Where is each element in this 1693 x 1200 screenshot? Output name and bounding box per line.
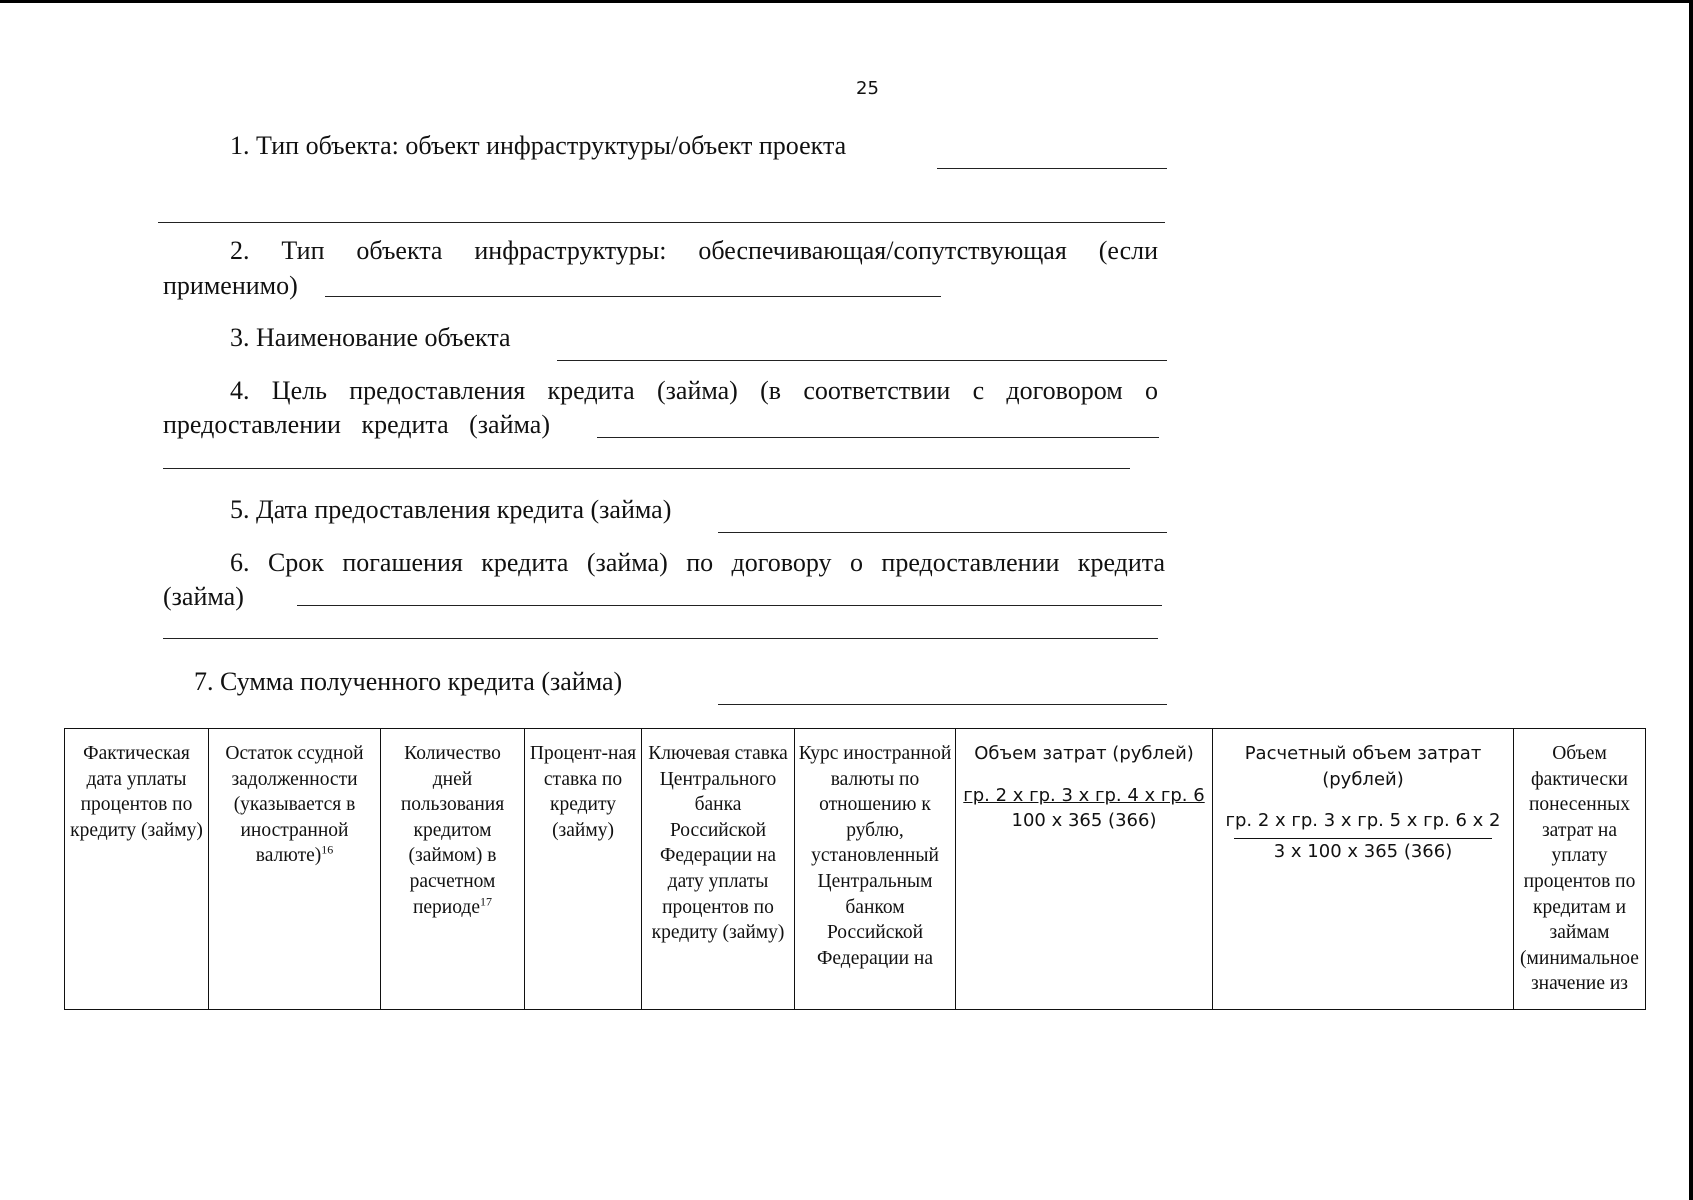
item-1-blank-line-2	[158, 222, 1165, 223]
scan-frame-right	[1689, 0, 1693, 1200]
col-8-formula-numerator: гр. 2 х гр. 3 х гр. 5 х гр. 6 х 2	[1225, 810, 1501, 832]
item-7-label: 7. Сумма полученного кредита (займа)	[194, 667, 623, 696]
col-8-formula-denominator: 3 х 100 х 365 (366)	[1273, 840, 1453, 862]
interest-costs-table	[64, 728, 1646, 1010]
col-7-formula-denominator: 100 х 365 (366)	[1011, 810, 1157, 832]
item-4-blank-line	[597, 437, 1159, 438]
page-number: 25	[856, 78, 879, 99]
item-1-label: 1. Тип объекта: объект инфраструктуры/объект проекта	[230, 131, 847, 160]
header-col-3: Количество дней пользования кредитом (займом) в расчетном периоде$^{17}$	[381, 729, 525, 1010]
item-7-blank-line	[718, 704, 1167, 705]
item-6-blank-line-2	[163, 638, 1158, 639]
header-col-7	[956, 729, 1213, 1010]
header-col-4: Процент-ная ставка по кредиту (займу)	[525, 729, 642, 1010]
footnote-16: 16	[321, 842, 334, 857]
header-col-9: Объем фактически понесенных затрат на уплату процентов по кредитам и займам (минимальное значение из	[1514, 729, 1646, 1010]
col-7-formula-numerator: гр. 2 х гр. 3 х гр. 4 х гр. 6	[963, 784, 1205, 806]
item-6-blank-line	[297, 605, 1162, 606]
item-2-label-cont: применимо)	[163, 271, 298, 300]
item-2-blank-line	[325, 296, 941, 297]
header-col-6: Курс иностранной валюты по отношению к рублю, установленный Центральным банком Российской Федерации на	[795, 729, 956, 1010]
item-2-label: 2. Тип объекта инфраструктуры: обеспечивающая/сопутствующая (если	[230, 236, 1158, 265]
table-header-row	[65, 729, 1646, 1010]
item-4-label: 4. Цель предоставления кредита (займа) (в соответствии с договором о	[230, 376, 1158, 405]
header-col-1: Фактическая дата уплаты процентов по кредиту (займу)	[65, 729, 209, 1010]
item-5-label: 5. Дата предоставления кредита (займа)	[230, 495, 672, 524]
item-4-blank-line-2	[163, 468, 1130, 469]
scan-frame-top	[0, 0, 1693, 3]
col-8-title: Расчетный объем затрат (рублей)	[1244, 743, 1482, 790]
footnote-17: 17	[480, 894, 493, 909]
header-col-2: Остаток ссудной задолженности (указывается в иностранной валюте)$^{16}$	[209, 729, 381, 1010]
col-7-title: Объем затрат (рублей)	[974, 743, 1194, 764]
item-1-blank-line	[937, 168, 1167, 169]
item-5-blank-line	[718, 532, 1167, 533]
item-6-label-cont: (займа)	[163, 582, 244, 611]
item-3-label: 3. Наименование объекта	[230, 323, 511, 352]
header-col-8	[1213, 729, 1514, 1010]
item-6-label: 6. Срок погашения кредита (займа) по договору о предоставлении кредита	[230, 548, 1165, 577]
header-col-5: Ключевая ставка Центрального банка Российской Федерации на дату уплаты процентов по кредиту (займу)	[642, 729, 795, 1010]
item-4-label-cont: предоставлении кредита (займа)	[163, 410, 550, 439]
item-3-blank-line	[557, 360, 1167, 361]
